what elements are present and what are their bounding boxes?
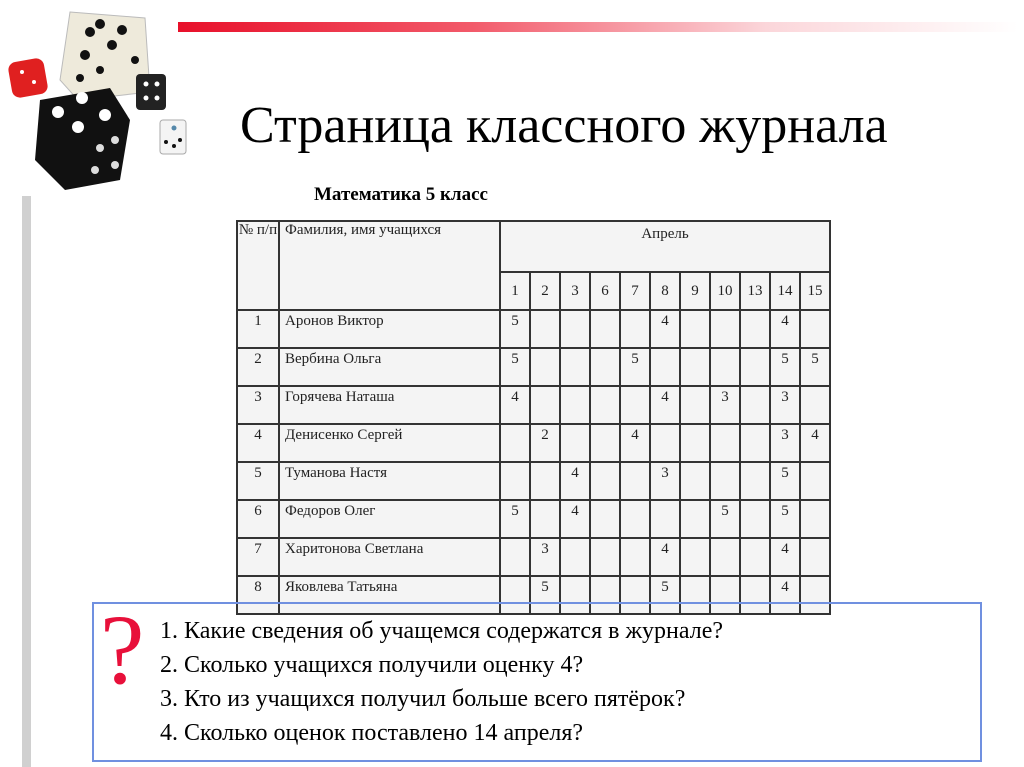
grade-cell [530, 348, 560, 386]
title-accent-line [178, 22, 1018, 32]
grade-cell [650, 424, 680, 462]
grade-cell [590, 538, 620, 576]
grade-cell [740, 500, 770, 538]
grade-cell: 5 [770, 500, 800, 538]
grade-cell [620, 462, 650, 500]
grade-cell [530, 462, 560, 500]
grade-cell [800, 310, 830, 348]
grade-cell: 5 [530, 576, 560, 614]
row-number: 4 [237, 424, 279, 462]
grade-cell [680, 348, 710, 386]
grade-cell [740, 386, 770, 424]
grade-cell: 5 [500, 310, 530, 348]
dice-image [0, 0, 200, 200]
grade-cell [560, 386, 590, 424]
grade-journal-table [236, 220, 831, 615]
student-name: Туманова Настя [279, 462, 500, 500]
small-black-die [136, 74, 166, 110]
student-name: Денисенко Сергей [279, 424, 500, 462]
grade-cell [650, 348, 680, 386]
grade-cell [680, 462, 710, 500]
grade-cell [560, 424, 590, 462]
grade-cell [590, 500, 620, 538]
grade-cell: 5 [710, 500, 740, 538]
grade-cell [530, 500, 560, 538]
header-day: 15 [800, 272, 830, 310]
table-row [237, 538, 830, 576]
grade-cell [590, 348, 620, 386]
grade-cell [680, 424, 710, 462]
grade-cell [620, 386, 650, 424]
grade-cell [500, 538, 530, 576]
table-row [237, 386, 830, 424]
student-name: Федоров Олег [279, 500, 500, 538]
grade-cell [620, 310, 650, 348]
grade-cell: 5 [650, 576, 680, 614]
grade-cell [530, 310, 560, 348]
grade-cell: 5 [770, 462, 800, 500]
grade-cell [740, 538, 770, 576]
grade-cell [710, 348, 740, 386]
header-day: 13 [740, 272, 770, 310]
student-name: Вербина Ольга [279, 348, 500, 386]
grade-cell [620, 538, 650, 576]
header-day: 2 [530, 272, 560, 310]
question-text [160, 614, 970, 750]
grade-cell [560, 310, 590, 348]
grade-cell: 3 [530, 538, 560, 576]
header-number: № п/п [237, 221, 279, 310]
grade-cell [740, 462, 770, 500]
grade-cell [740, 310, 770, 348]
grade-cell: 4 [650, 538, 680, 576]
grade-cell: 5 [620, 348, 650, 386]
row-number: 7 [237, 538, 279, 576]
grade-cell [650, 500, 680, 538]
grade-cell [800, 538, 830, 576]
grade-cell [740, 348, 770, 386]
question-line: 2. Сколько учащихся получили оценку 4? [160, 652, 584, 678]
grade-cell [800, 386, 830, 424]
header-month: Апрель [500, 221, 830, 272]
header-day: 9 [680, 272, 710, 310]
grade-cell: 4 [650, 310, 680, 348]
grade-cell [680, 310, 710, 348]
row-number: 5 [237, 462, 279, 500]
table-row [237, 500, 830, 538]
grade-cell [620, 500, 650, 538]
student-name: Горячева Наташа [279, 386, 500, 424]
header-name: Фамилия, имя учащихся [279, 221, 500, 310]
question-line: 4. Сколько оценок поставлено 14 апреля? [160, 720, 584, 746]
grade-cell [680, 538, 710, 576]
grade-cell [500, 462, 530, 500]
grade-cell [710, 424, 740, 462]
student-name: Аронов Виктор [279, 310, 500, 348]
side-decor-bar [22, 196, 31, 767]
slide-subtitle: Математика 5 класс [314, 184, 488, 205]
grade-cell: 4 [770, 576, 800, 614]
grade-cell: 4 [560, 500, 590, 538]
grade-cell [680, 386, 710, 424]
slide-title: Страница классного журнала [240, 97, 888, 154]
grade-cell [710, 310, 740, 348]
row-number: 2 [237, 348, 279, 386]
row-number: 1 [237, 310, 279, 348]
grade-cell: 4 [560, 462, 590, 500]
grade-cell [680, 500, 710, 538]
grade-cell [560, 348, 590, 386]
red-die [7, 57, 49, 99]
grade-cell: 4 [620, 424, 650, 462]
grade-cell: 3 [770, 424, 800, 462]
question-line: 3. Кто из учащихся получил больше всего пятёрок? [160, 686, 686, 712]
row-number: 6 [237, 500, 279, 538]
table-row [237, 462, 830, 500]
black-die [35, 88, 130, 190]
header-day: 10 [710, 272, 740, 310]
grade-cell: 5 [770, 348, 800, 386]
grade-cell [590, 424, 620, 462]
row-number: 3 [237, 386, 279, 424]
table-row [237, 424, 830, 462]
grade-cell: 2 [530, 424, 560, 462]
grade-cell: 4 [650, 386, 680, 424]
grade-cell: 3 [710, 386, 740, 424]
grade-cell: 4 [800, 424, 830, 462]
header-day: 7 [620, 272, 650, 310]
header-day: 3 [560, 272, 590, 310]
grade-cell: 4 [770, 310, 800, 348]
grade-cell: 5 [500, 500, 530, 538]
grade-cell [500, 424, 530, 462]
header-day: 14 [770, 272, 800, 310]
row-number: 8 [237, 576, 279, 614]
student-name: Яковлева Татьяна [279, 576, 500, 614]
grade-cell: 4 [770, 538, 800, 576]
grade-cell [590, 462, 620, 500]
grade-cell: 4 [500, 386, 530, 424]
header-day: 6 [590, 272, 620, 310]
grade-cell [530, 386, 560, 424]
grade-cell: 5 [500, 348, 530, 386]
student-name: Харитонова Светлана [279, 538, 500, 576]
question-line: 1. Какие сведения об учащемся содержатся в журнале? [160, 618, 724, 644]
grade-cell [710, 538, 740, 576]
grade-cell: 3 [650, 462, 680, 500]
tiny-white-die [160, 120, 186, 154]
grade-cell [560, 538, 590, 576]
header-day: 1 [500, 272, 530, 310]
grade-cell [800, 462, 830, 500]
grade-cell [590, 310, 620, 348]
grade-cell [800, 500, 830, 538]
table-row [237, 310, 830, 348]
grade-cell [740, 424, 770, 462]
grade-cell: 3 [770, 386, 800, 424]
grade-cell [590, 386, 620, 424]
header-day: 8 [650, 272, 680, 310]
grade-cell: 5 [800, 348, 830, 386]
question-mark-icon: ? [100, 594, 145, 705]
grade-cell [710, 462, 740, 500]
table-row [237, 348, 830, 386]
